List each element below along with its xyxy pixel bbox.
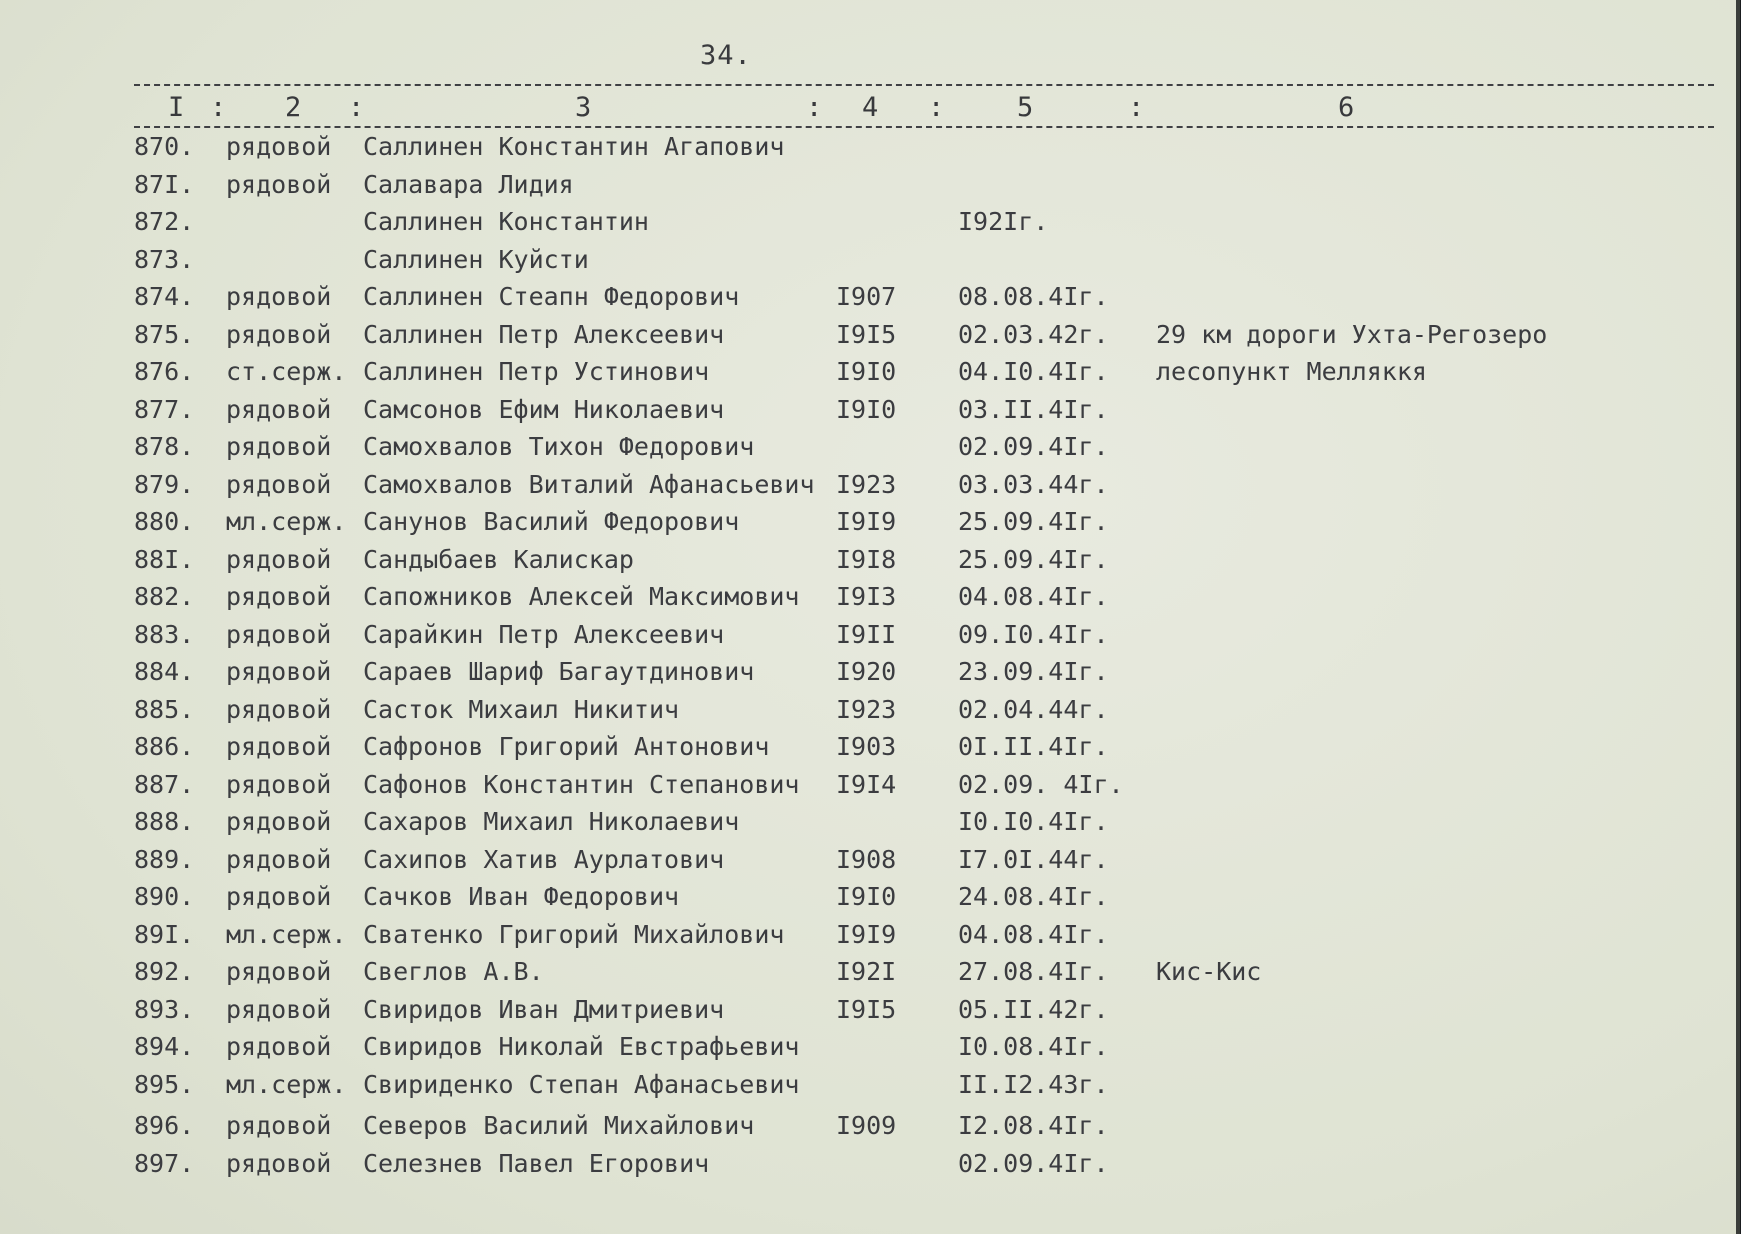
record-date: 25.09.4Iг. — [958, 544, 1109, 574]
record-rank: рядовой — [226, 282, 332, 311]
record-name: Саллинен Константин — [363, 207, 649, 236]
record-number: 879. — [134, 469, 195, 499]
record-birth-year: I9I5 — [836, 994, 897, 1024]
table-row — [0, 957, 1736, 993]
record-name: Самохвалов Виталий Афанасьевич — [363, 469, 815, 499]
record-name: Салавара Лидия — [363, 169, 574, 199]
record-date: 23.09.4Iг. — [958, 657, 1109, 686]
record-birth-year: I9I0 — [836, 394, 897, 424]
record-number: 892. — [134, 957, 195, 986]
record-number: 880. — [134, 507, 195, 536]
record-name: Сафронов Григорий Антонович — [363, 732, 770, 761]
table-row — [0, 1149, 1736, 1185]
record-number: 895. — [134, 1069, 195, 1099]
record-name: Саллинен Константин Агапович — [363, 132, 785, 161]
record-number: 88I. — [134, 544, 195, 574]
record-date: 03.II.4Iг. — [958, 394, 1109, 424]
record-rank: рядовой — [226, 169, 332, 199]
table-row — [0, 507, 1736, 543]
table-row — [0, 207, 1736, 243]
table-row — [0, 1070, 1736, 1106]
record-birth-year: I92I — [836, 957, 897, 986]
column-header-5: 5 — [1017, 92, 1034, 123]
record-name: Сапожников Алексей Максимович — [363, 582, 800, 611]
record-birth-year: I9I0 — [836, 882, 897, 911]
record-name: Сахипов Хатив Аурлатович — [363, 844, 725, 874]
table-row — [0, 320, 1736, 356]
record-number: 886. — [134, 732, 195, 761]
record-date: 09.I0.4Iг. — [958, 619, 1109, 649]
record-date: 0I.II.4Iг. — [958, 732, 1109, 761]
record-name: Сарайкин Петр Алексеевич — [363, 619, 725, 649]
record-rank: рядовой — [226, 394, 332, 424]
record-number: 887. — [134, 769, 195, 799]
record-date: I0.I0.4Iг. — [958, 807, 1109, 836]
record-name: Саллинен Стеапн Федорович — [363, 282, 740, 311]
record-birth-year: I923 — [836, 694, 897, 724]
column-separator: : — [1128, 92, 1145, 123]
record-rank: рядовой — [226, 544, 332, 574]
record-rank: рядовой — [226, 132, 332, 161]
record-birth-year: I903 — [836, 732, 897, 761]
record-rank: рядовой — [226, 432, 332, 461]
record-name: Саллинен Петр Устинович — [363, 357, 710, 386]
record-name: Свеглов А.В. — [363, 957, 544, 986]
record-number: 875. — [134, 319, 195, 349]
record-place: лесопункт Мелляккя — [1156, 357, 1427, 386]
record-number: 876. — [134, 357, 195, 386]
record-birth-year: I9I9 — [836, 919, 897, 949]
record-rank: рядовой — [226, 694, 332, 724]
column-separator: : — [806, 92, 823, 123]
record-name: Свиридов Иван Дмитриевич — [363, 994, 725, 1024]
record-rank: рядовой — [226, 619, 332, 649]
table-row — [0, 245, 1736, 281]
table-row — [0, 395, 1736, 431]
table-row — [0, 470, 1736, 506]
record-rank: ст.серж. — [226, 357, 347, 386]
record-rank: рядовой — [226, 1111, 332, 1140]
table-row — [0, 582, 1736, 618]
table-row — [0, 770, 1736, 806]
column-header-1: I — [168, 92, 185, 123]
record-number: 872. — [134, 207, 195, 236]
record-number: 877. — [134, 394, 195, 424]
record-number: 889. — [134, 844, 195, 874]
record-birth-year: I908 — [836, 844, 897, 874]
record-rank: рядовой — [226, 957, 332, 986]
record-birth-year: I909 — [836, 1111, 897, 1140]
record-date: 02.03.42г. — [958, 319, 1109, 349]
record-date: I92Iг. — [958, 207, 1049, 236]
record-birth-year: I907 — [836, 282, 897, 311]
record-name: Сафонов Константин Степанович — [363, 769, 800, 799]
record-number: 883. — [134, 619, 195, 649]
record-number: 884. — [134, 657, 195, 686]
table-row — [0, 545, 1736, 581]
record-date: 03.03.44г. — [958, 469, 1109, 499]
record-date: 25.09.4Iг. — [958, 507, 1109, 536]
record-name: Саллинен Петр Алексеевич — [363, 319, 725, 349]
record-date: 02.04.44г. — [958, 694, 1109, 724]
table-row — [0, 1032, 1736, 1068]
record-name: Селезнев Павел Егорович — [363, 1148, 710, 1178]
table-row — [0, 620, 1736, 656]
record-birth-year: I923 — [836, 469, 897, 499]
table-row — [0, 1111, 1736, 1147]
record-number: 888. — [134, 807, 195, 836]
record-rank: рядовой — [226, 807, 332, 836]
record-date: 04.I0.4Iг. — [958, 357, 1109, 386]
record-date: I0.08.4Iг. — [958, 1032, 1109, 1061]
record-rank: мл.серж. — [226, 919, 347, 949]
record-number: 878. — [134, 432, 195, 461]
column-separator: : — [210, 92, 227, 123]
column-header-6: 6 — [1338, 92, 1355, 123]
record-name: Свиридов Николай Евстрафьевич — [363, 1032, 800, 1061]
header-bottom-rule — [134, 126, 1714, 128]
column-header-2: 2 — [285, 92, 302, 123]
record-number: 894. — [134, 1032, 195, 1061]
record-date: 04.08.4Iг. — [958, 919, 1109, 949]
table-row — [0, 657, 1736, 693]
record-date: II.I2.43г. — [958, 1069, 1109, 1099]
record-date: 02.09.4Iг. — [958, 1148, 1109, 1178]
record-date: 02.09. 4Iг. — [958, 769, 1124, 799]
table-row — [0, 282, 1736, 318]
record-rank: рядовой — [226, 657, 332, 686]
table-row — [0, 432, 1736, 468]
record-birth-year: I9II — [836, 619, 897, 649]
column-header-4: 4 — [862, 92, 879, 123]
record-name: Сандыбаев Калискар — [363, 544, 634, 574]
record-name: Сараев Шариф Багаутдинович — [363, 657, 755, 686]
record-name: Саллинен Куйсти — [363, 244, 589, 274]
record-birth-year: I9I0 — [836, 357, 897, 386]
record-name: Сахаров Михаил Николаевич — [363, 807, 740, 836]
record-number: 89I. — [134, 919, 195, 949]
record-place: 29 км дороги Ухта-Регозеро — [1156, 319, 1548, 349]
record-birth-year: I920 — [836, 657, 897, 686]
record-name: Самохвалов Тихон Федорович — [363, 432, 755, 461]
table-row — [0, 170, 1736, 206]
record-date: 04.08.4Iг. — [958, 582, 1109, 611]
record-date: 08.08.4Iг. — [958, 282, 1109, 311]
header-top-rule — [134, 84, 1714, 86]
record-number: 874. — [134, 282, 195, 311]
record-number: 873. — [134, 244, 195, 274]
page-number: 34. — [700, 40, 752, 71]
record-name: Северов Василий Михайлович — [363, 1111, 755, 1140]
record-name: Сачков Иван Федорович — [363, 882, 680, 911]
table-row — [0, 132, 1736, 168]
record-name: Сватенко Григорий Михайлович — [363, 919, 785, 949]
record-date: 02.09.4Iг. — [958, 432, 1109, 461]
record-number: 896. — [134, 1111, 195, 1140]
record-rank: мл.серж. — [226, 1069, 347, 1099]
record-date: I2.08.4Iг. — [958, 1111, 1109, 1140]
record-rank: рядовой — [226, 882, 332, 911]
table-row — [0, 920, 1736, 956]
record-rank: рядовой — [226, 582, 332, 611]
record-birth-year: I9I5 — [836, 319, 897, 349]
record-birth-year: I9I4 — [836, 769, 897, 799]
record-rank: рядовой — [226, 732, 332, 761]
record-rank: рядовой — [226, 1032, 332, 1061]
record-number: 882. — [134, 582, 195, 611]
record-date: 05.II.42г. — [958, 994, 1109, 1024]
record-name: Свириденко Степан Афанасьевич — [363, 1069, 800, 1099]
record-name: Самсонов Ефим Николаевич — [363, 394, 725, 424]
table-row — [0, 357, 1736, 393]
record-number: 893. — [134, 994, 195, 1024]
record-number: 87I. — [134, 169, 195, 199]
record-place: Кис-Кис — [1156, 957, 1262, 986]
record-date: I7.0I.44г. — [958, 844, 1109, 874]
table-row — [0, 732, 1736, 768]
record-number: 870. — [134, 132, 195, 161]
record-date: 24.08.4Iг. — [958, 882, 1109, 911]
record-name: Састок Михаил Никитич — [363, 694, 680, 724]
record-birth-year: I9I3 — [836, 582, 897, 611]
record-rank: рядовой — [226, 469, 332, 499]
table-row — [0, 807, 1736, 843]
record-name: Санунов Василий Федорович — [363, 507, 740, 536]
record-date: 27.08.4Iг. — [958, 957, 1109, 986]
record-number: 897. — [134, 1148, 195, 1178]
record-rank: рядовой — [226, 844, 332, 874]
column-header-3: 3 — [575, 92, 592, 123]
column-separator: : — [348, 92, 365, 123]
column-separator: : — [928, 92, 945, 123]
record-number: 885. — [134, 694, 195, 724]
record-rank: рядовой — [226, 769, 332, 799]
record-number: 890. — [134, 882, 195, 911]
record-rank: мл.серж. — [226, 507, 347, 536]
table-row — [0, 882, 1736, 918]
record-birth-year: I9I9 — [836, 507, 897, 536]
record-rank: рядовой — [226, 319, 332, 349]
table-row — [0, 845, 1736, 881]
record-rank: рядовой — [226, 1148, 332, 1178]
record-birth-year: I9I8 — [836, 544, 897, 574]
table-row — [0, 995, 1736, 1031]
table-row — [0, 695, 1736, 731]
record-rank: рядовой — [226, 994, 332, 1024]
